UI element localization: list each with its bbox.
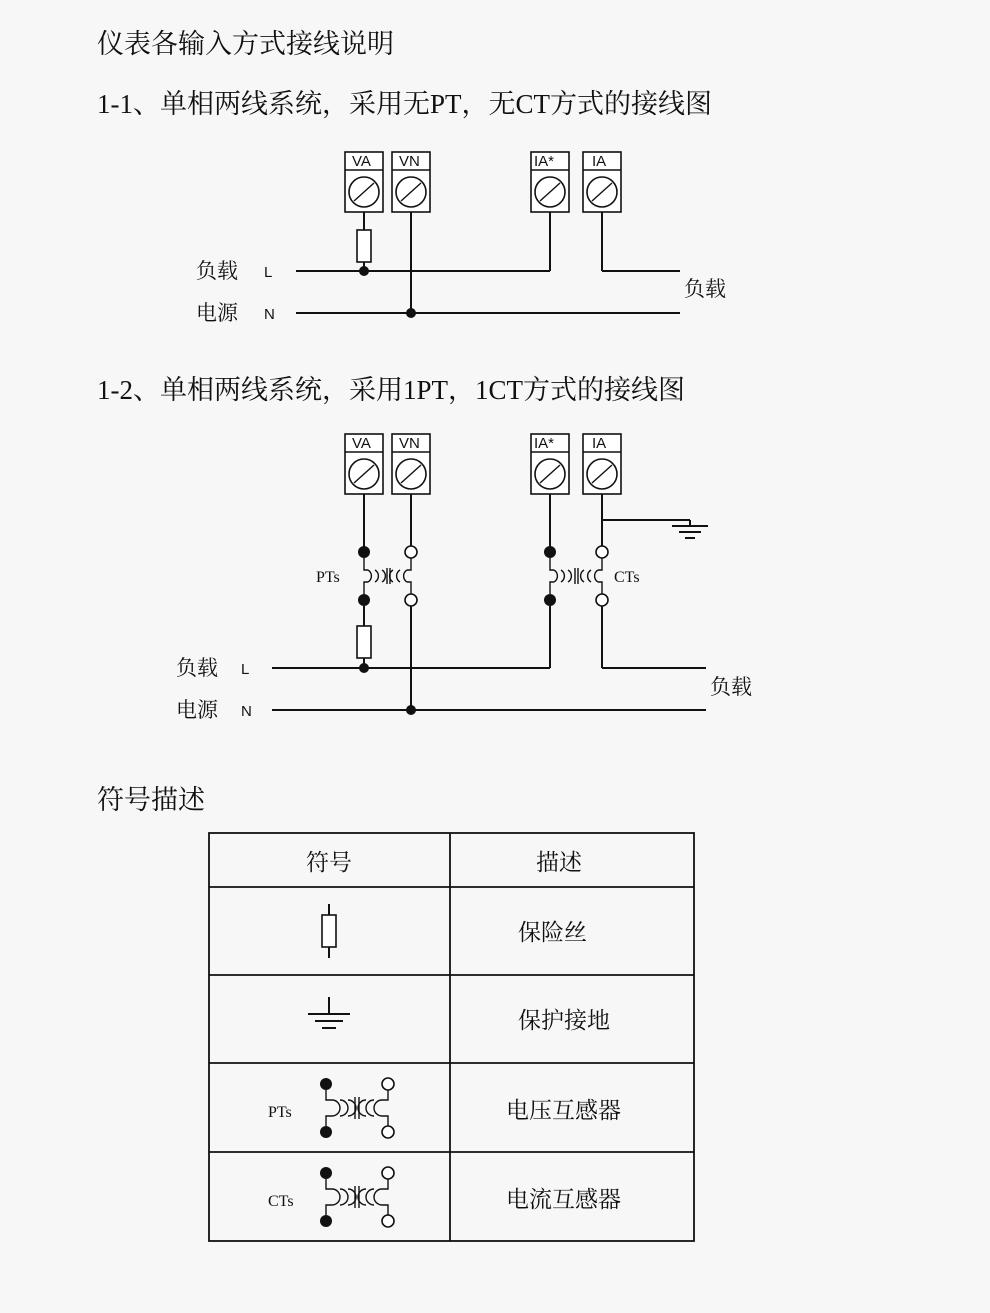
fuse-symbol (357, 626, 371, 668)
terminal-label-ia: IA (592, 435, 607, 452)
junction-dot-l (359, 663, 369, 673)
table-row (322, 904, 587, 958)
label-n: N (241, 703, 252, 720)
pt-symbol (316, 546, 417, 606)
table-header-symbol: 符号 (306, 850, 352, 875)
junction-dot-n (406, 705, 416, 715)
junction-dot-l (359, 266, 369, 276)
table-cell-description: 保险丝 (518, 920, 587, 945)
table-header-description: 描述 (536, 850, 582, 875)
label-load-right: 负载 (710, 675, 752, 699)
terminal-label-ia-star: IA* (534, 435, 555, 452)
fuse-icon (322, 904, 336, 958)
wiring-diagram-1-1 (0, 130, 990, 330)
terminal-label-va: VA (352, 153, 371, 170)
ground-icon (308, 997, 350, 1028)
table-cell-description: 电流互感器 (506, 1187, 621, 1212)
table-row (268, 1167, 621, 1227)
label-l: L (264, 264, 273, 281)
wiring-diagram-1-2 (0, 420, 990, 740)
label-source-left: 电源 (176, 698, 218, 722)
pt-icon (320, 1078, 394, 1138)
pt-label: PTs (316, 569, 340, 586)
symbol-description-table (208, 832, 693, 1240)
table-cell-symbol-label: PTs (268, 1104, 292, 1121)
label-load-left: 负载 (196, 259, 238, 283)
table-cell-symbol-label: CTs (268, 1193, 294, 1210)
ct-symbol (544, 546, 640, 606)
ct-icon (320, 1167, 394, 1227)
label-load-left: 负载 (176, 656, 218, 680)
section-heading-1-2: 1-2、单相两线系统，采用1PT，1CT方式的接线图 (97, 375, 686, 405)
terminal-label-ia-star: IA* (534, 153, 555, 170)
symbol-section-title: 符号描述 (97, 785, 205, 815)
fuse-symbol (357, 230, 371, 271)
table-row (268, 1078, 621, 1138)
terminal-label-va: VA (352, 435, 371, 452)
label-source-left: 电源 (196, 301, 238, 325)
label-l: L (241, 661, 250, 678)
ground-symbol (672, 520, 708, 538)
terminal-label-ia: IA (592, 153, 607, 170)
table-row (308, 997, 610, 1033)
table-cell-description: 保护接地 (518, 1008, 610, 1033)
ct-label: CTs (614, 569, 640, 586)
page-title: 仪表各输入方式接线说明 (97, 29, 394, 59)
terminal-label-vn: VN (399, 435, 420, 452)
terminal-label-vn: VN (399, 153, 420, 170)
label-n: N (264, 306, 275, 323)
table-cell-description: 电压互感器 (506, 1098, 621, 1123)
junction-dot-n (406, 308, 416, 318)
section-heading-1-1: 1-1、单相两线系统，采用无PT，无CT方式的接线图 (97, 89, 713, 119)
label-load-right: 负载 (684, 277, 726, 301)
